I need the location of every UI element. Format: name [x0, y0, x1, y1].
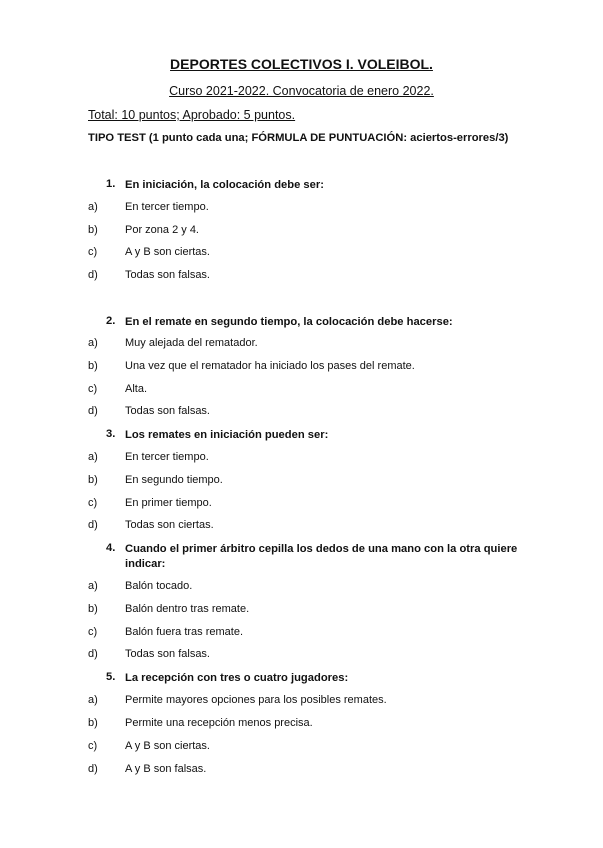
exam-subtitle: Curso 2021-2022. Convocatoria de enero 2022.: [169, 84, 434, 98]
option-text: Una vez que el rematador ha iniciado los pases del remate.: [125, 360, 415, 372]
exam-total: Total: 10 puntos; Aprobado: 5 puntos.: [88, 108, 296, 122]
option-text: A y B son falsas.: [125, 763, 207, 775]
option-text: Balón dentro tras remate.: [125, 603, 250, 615]
option-letter: b): [88, 360, 98, 372]
option-letter: d): [88, 763, 98, 775]
option-letter: b): [88, 224, 98, 236]
question-number: 3.: [106, 428, 116, 440]
option-text: En tercer tiempo.: [125, 201, 209, 213]
question-number: 4.: [106, 542, 116, 554]
option-text: Permite una recepción menos precisa.: [125, 717, 313, 729]
option-letter: a): [88, 694, 98, 706]
option-text: Todas son falsas.: [125, 269, 210, 281]
option-text: Balón tocado.: [125, 580, 193, 592]
question-number: 1.: [106, 178, 116, 190]
option-text: En tercer tiempo.: [125, 451, 209, 463]
option-letter: c): [88, 383, 98, 395]
option-text: Alta.: [125, 383, 148, 395]
test-header: TIPO TEST (1 punto cada una; FÓRMULA DE PUNTUACIÓN: aciertos-errores/3): [88, 132, 509, 144]
question-text: La recepción con tres o cuatro jugadores:: [125, 672, 349, 684]
option-letter: b): [88, 474, 98, 486]
option-text: Muy alejada del rematador.: [125, 337, 258, 349]
option-text: En segundo tiempo.: [125, 474, 223, 486]
option-text: Permite mayores opciones para los posibles remates.: [125, 694, 387, 706]
option-text: Balón fuera tras remate.: [125, 626, 244, 638]
option-letter: c): [88, 246, 98, 258]
question-number: 2.: [106, 315, 116, 327]
option-letter: d): [88, 648, 98, 660]
option-letter: c): [88, 740, 98, 752]
option-letter: c): [88, 626, 98, 638]
option-text: Todas son falsas.: [125, 405, 210, 417]
option-letter: a): [88, 580, 98, 592]
option-letter: b): [88, 603, 98, 615]
option-text: Todas son falsas.: [125, 648, 210, 660]
option-letter: d): [88, 405, 98, 417]
option-letter: d): [88, 269, 98, 281]
question-number: 5.: [106, 671, 116, 683]
option-letter: a): [88, 337, 98, 349]
question-text: Cuando el primer árbitro cepilla los dedos de una mano con la otra quiere indicar:: [125, 543, 518, 570]
question-text: En el remate en segundo tiempo, la colocación debe hacerse:: [125, 316, 453, 328]
option-letter: a): [88, 201, 98, 213]
option-letter: b): [88, 717, 98, 729]
question-text: Los remates en iniciación pueden ser:: [125, 429, 329, 441]
question-text: En iniciación, la colocación debe ser:: [125, 179, 324, 191]
option-text: Por zona 2 y 4.: [125, 224, 199, 236]
option-letter: c): [88, 497, 98, 509]
option-text: Todas son ciertas.: [125, 519, 214, 531]
exam-title: DEPORTES COLECTIVOS I. VOLEIBOL.: [170, 56, 433, 72]
option-text: En primer tiempo.: [125, 497, 212, 509]
option-letter: a): [88, 451, 98, 463]
option-text: A y B son ciertas.: [125, 740, 210, 752]
option-text: A y B son ciertas.: [125, 246, 210, 258]
option-letter: d): [88, 519, 98, 531]
